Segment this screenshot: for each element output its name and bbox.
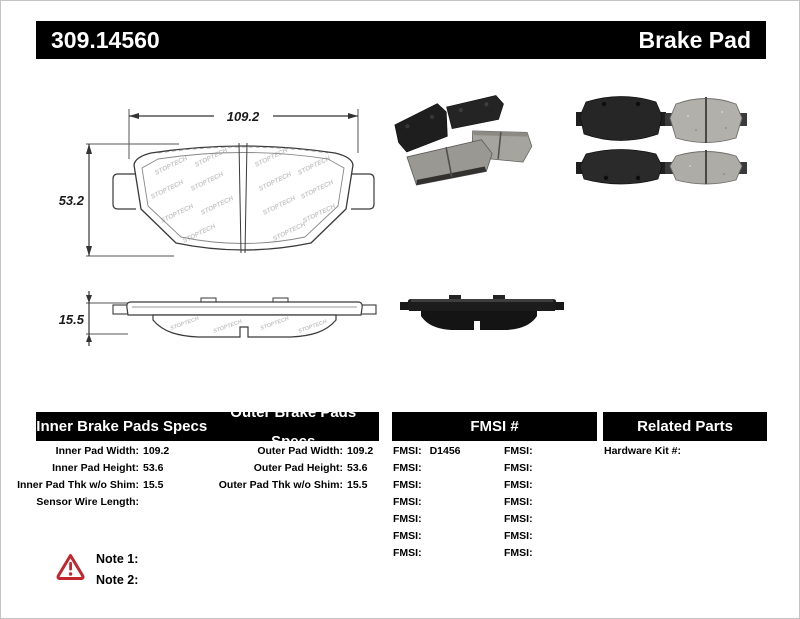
related-parts-column (604, 443, 689, 460)
fmsi-value: D1456 (429, 445, 461, 457)
inner-specs-header: Inner Brake Pads Specs (36, 418, 208, 435)
fmsi-label: FMSI: (504, 547, 533, 559)
thickness-dimension-label: 15.5 (58, 312, 84, 327)
fmsi-label: FMSI: (504, 445, 533, 457)
fmsi-row (504, 443, 541, 460)
black-pad-angled-2 (446, 95, 505, 129)
fmsi-label: FMSI: (393, 496, 422, 508)
svg-text:STOPTECH: STOPTECH (153, 155, 189, 177)
product-photo-angled (386, 89, 541, 189)
svg-text:STOPTECH: STOPTECH (189, 171, 225, 193)
front-view-drawing (56, 91, 381, 271)
fmsi-header: FMSI # (470, 418, 519, 435)
fmsi-row (393, 443, 461, 460)
backplate-photo-top (580, 97, 662, 141)
fmsi-row (504, 494, 541, 511)
spec-row (11, 494, 169, 511)
fmsi-row (504, 477, 541, 494)
spec-label: Sensor Wire Length: (36, 496, 139, 508)
fmsi-label: FMSI: (504, 513, 533, 525)
friction-silhouette (421, 311, 537, 330)
spec-label: Inner Pad Height: (52, 462, 139, 474)
svg-text:STOPTECH: STOPTECH (159, 203, 195, 225)
fmsi-label: FMSI: (393, 547, 422, 559)
svg-text:STOPTECH: STOPTECH (169, 316, 200, 332)
backplate-photo-bottom (580, 150, 662, 185)
fmsi-row (393, 511, 461, 528)
fmsi-row (393, 545, 461, 562)
note-label: Note 2: (96, 573, 139, 587)
fmsi-row (504, 460, 541, 477)
fmsi-label: FMSI: (393, 530, 422, 542)
spec-label: Outer Pad Width: (257, 445, 343, 457)
spec-label: Outer Pad Height: (253, 462, 343, 474)
note-label: Note 1: (96, 552, 139, 566)
fmsi-right-column (504, 443, 541, 562)
inner-specs-column (11, 443, 169, 511)
spec-value: 53.6 (143, 462, 164, 474)
fmsi-header-bar (392, 412, 597, 441)
fmsi-label: FMSI: (504, 530, 533, 542)
product-photo-side (397, 285, 567, 337)
side-profile-drawing (56, 286, 381, 361)
spec-label: Inner Pad Width: (55, 445, 139, 457)
svg-text:STOPTECH: STOPTECH (299, 179, 335, 201)
svg-text:STOPTECH: STOPTECH (257, 171, 293, 193)
tab (400, 302, 409, 310)
part-number: 309.14560 (51, 26, 160, 53)
fmsi-label: FMSI: (393, 462, 422, 474)
outer-specs-column (215, 443, 373, 494)
spec-value: 53.6 (347, 462, 368, 474)
fmsi-label: FMSI: (393, 513, 422, 525)
related-parts-header-bar (603, 412, 767, 441)
related-parts-header: Related Parts (637, 418, 733, 435)
tab (555, 302, 564, 310)
spec-value: 15.5 (143, 479, 164, 491)
fmsi-label: FMSI: (504, 496, 533, 508)
svg-text:STOPTECH: STOPTECH (193, 147, 229, 169)
svg-text:STOPTECH: STOPTECH (149, 179, 185, 201)
product-photo-grid (576, 86, 771, 191)
product-type: Brake Pad (638, 26, 751, 53)
svg-text:STOPTECH: STOPTECH (301, 203, 337, 225)
fmsi-row (504, 545, 541, 562)
fmsi-label: FMSI: (393, 445, 422, 457)
svg-text:STOPTECH: STOPTECH (271, 221, 307, 243)
spec-value: 109.2 (347, 445, 374, 457)
svg-text:STOPTECH: STOPTECH (261, 195, 297, 217)
svg-text:STOPTECH: STOPTECH (259, 316, 290, 332)
fmsi-row (393, 477, 461, 494)
height-dimension-label: 53.2 (58, 193, 84, 208)
outer-specs-header: Outer Brake Pads Specs (230, 403, 357, 450)
note-2 (96, 573, 138, 587)
black-pad-angled-1 (392, 102, 452, 153)
fmsi-row (504, 511, 541, 528)
svg-text:STOPTECH: STOPTECH (297, 319, 328, 335)
specs-header-bar (36, 403, 379, 450)
spec-value: 15.5 (347, 479, 368, 491)
fmsi-label: FMSI: (504, 479, 533, 491)
fmsi-label: FMSI: (504, 462, 533, 474)
svg-text:STOPTECH: STOPTECH (253, 147, 289, 169)
note-1 (96, 552, 138, 566)
spec-row (215, 443, 373, 460)
fmsi-label: FMSI: (393, 479, 422, 491)
related-row (604, 443, 689, 460)
title-bar (36, 21, 766, 59)
warning-icon (56, 553, 85, 581)
left-ear-outline (113, 174, 136, 209)
backplate-profile (127, 302, 362, 315)
spec-row (11, 477, 169, 494)
fmsi-row (504, 528, 541, 545)
svg-text:STOPTECH: STOPTECH (199, 195, 235, 217)
spec-label: Outer Pad Thk w/o Shim: (218, 479, 343, 491)
spec-row (11, 443, 169, 460)
fmsi-row (393, 528, 461, 545)
fmsi-row (393, 460, 461, 477)
fmsi-row (393, 494, 461, 511)
spec-label: Inner Pad Thk w/o Shim: (17, 479, 139, 491)
fmsi-left-column (393, 443, 461, 562)
backplate-highlight (411, 299, 553, 302)
right-ear-outline (351, 174, 374, 209)
svg-text:STOPTECH: STOPTECH (296, 155, 332, 177)
spec-row (11, 460, 169, 477)
svg-text:STOPTECH: STOPTECH (212, 319, 243, 335)
width-dimension-label: 109.2 (226, 109, 260, 124)
spec-value: 109.2 (143, 445, 170, 457)
spec-row (215, 460, 373, 477)
spec-row (215, 477, 373, 494)
related-label: Hardware Kit #: (604, 445, 682, 457)
svg-text:STOPTECH: STOPTECH (181, 223, 217, 245)
